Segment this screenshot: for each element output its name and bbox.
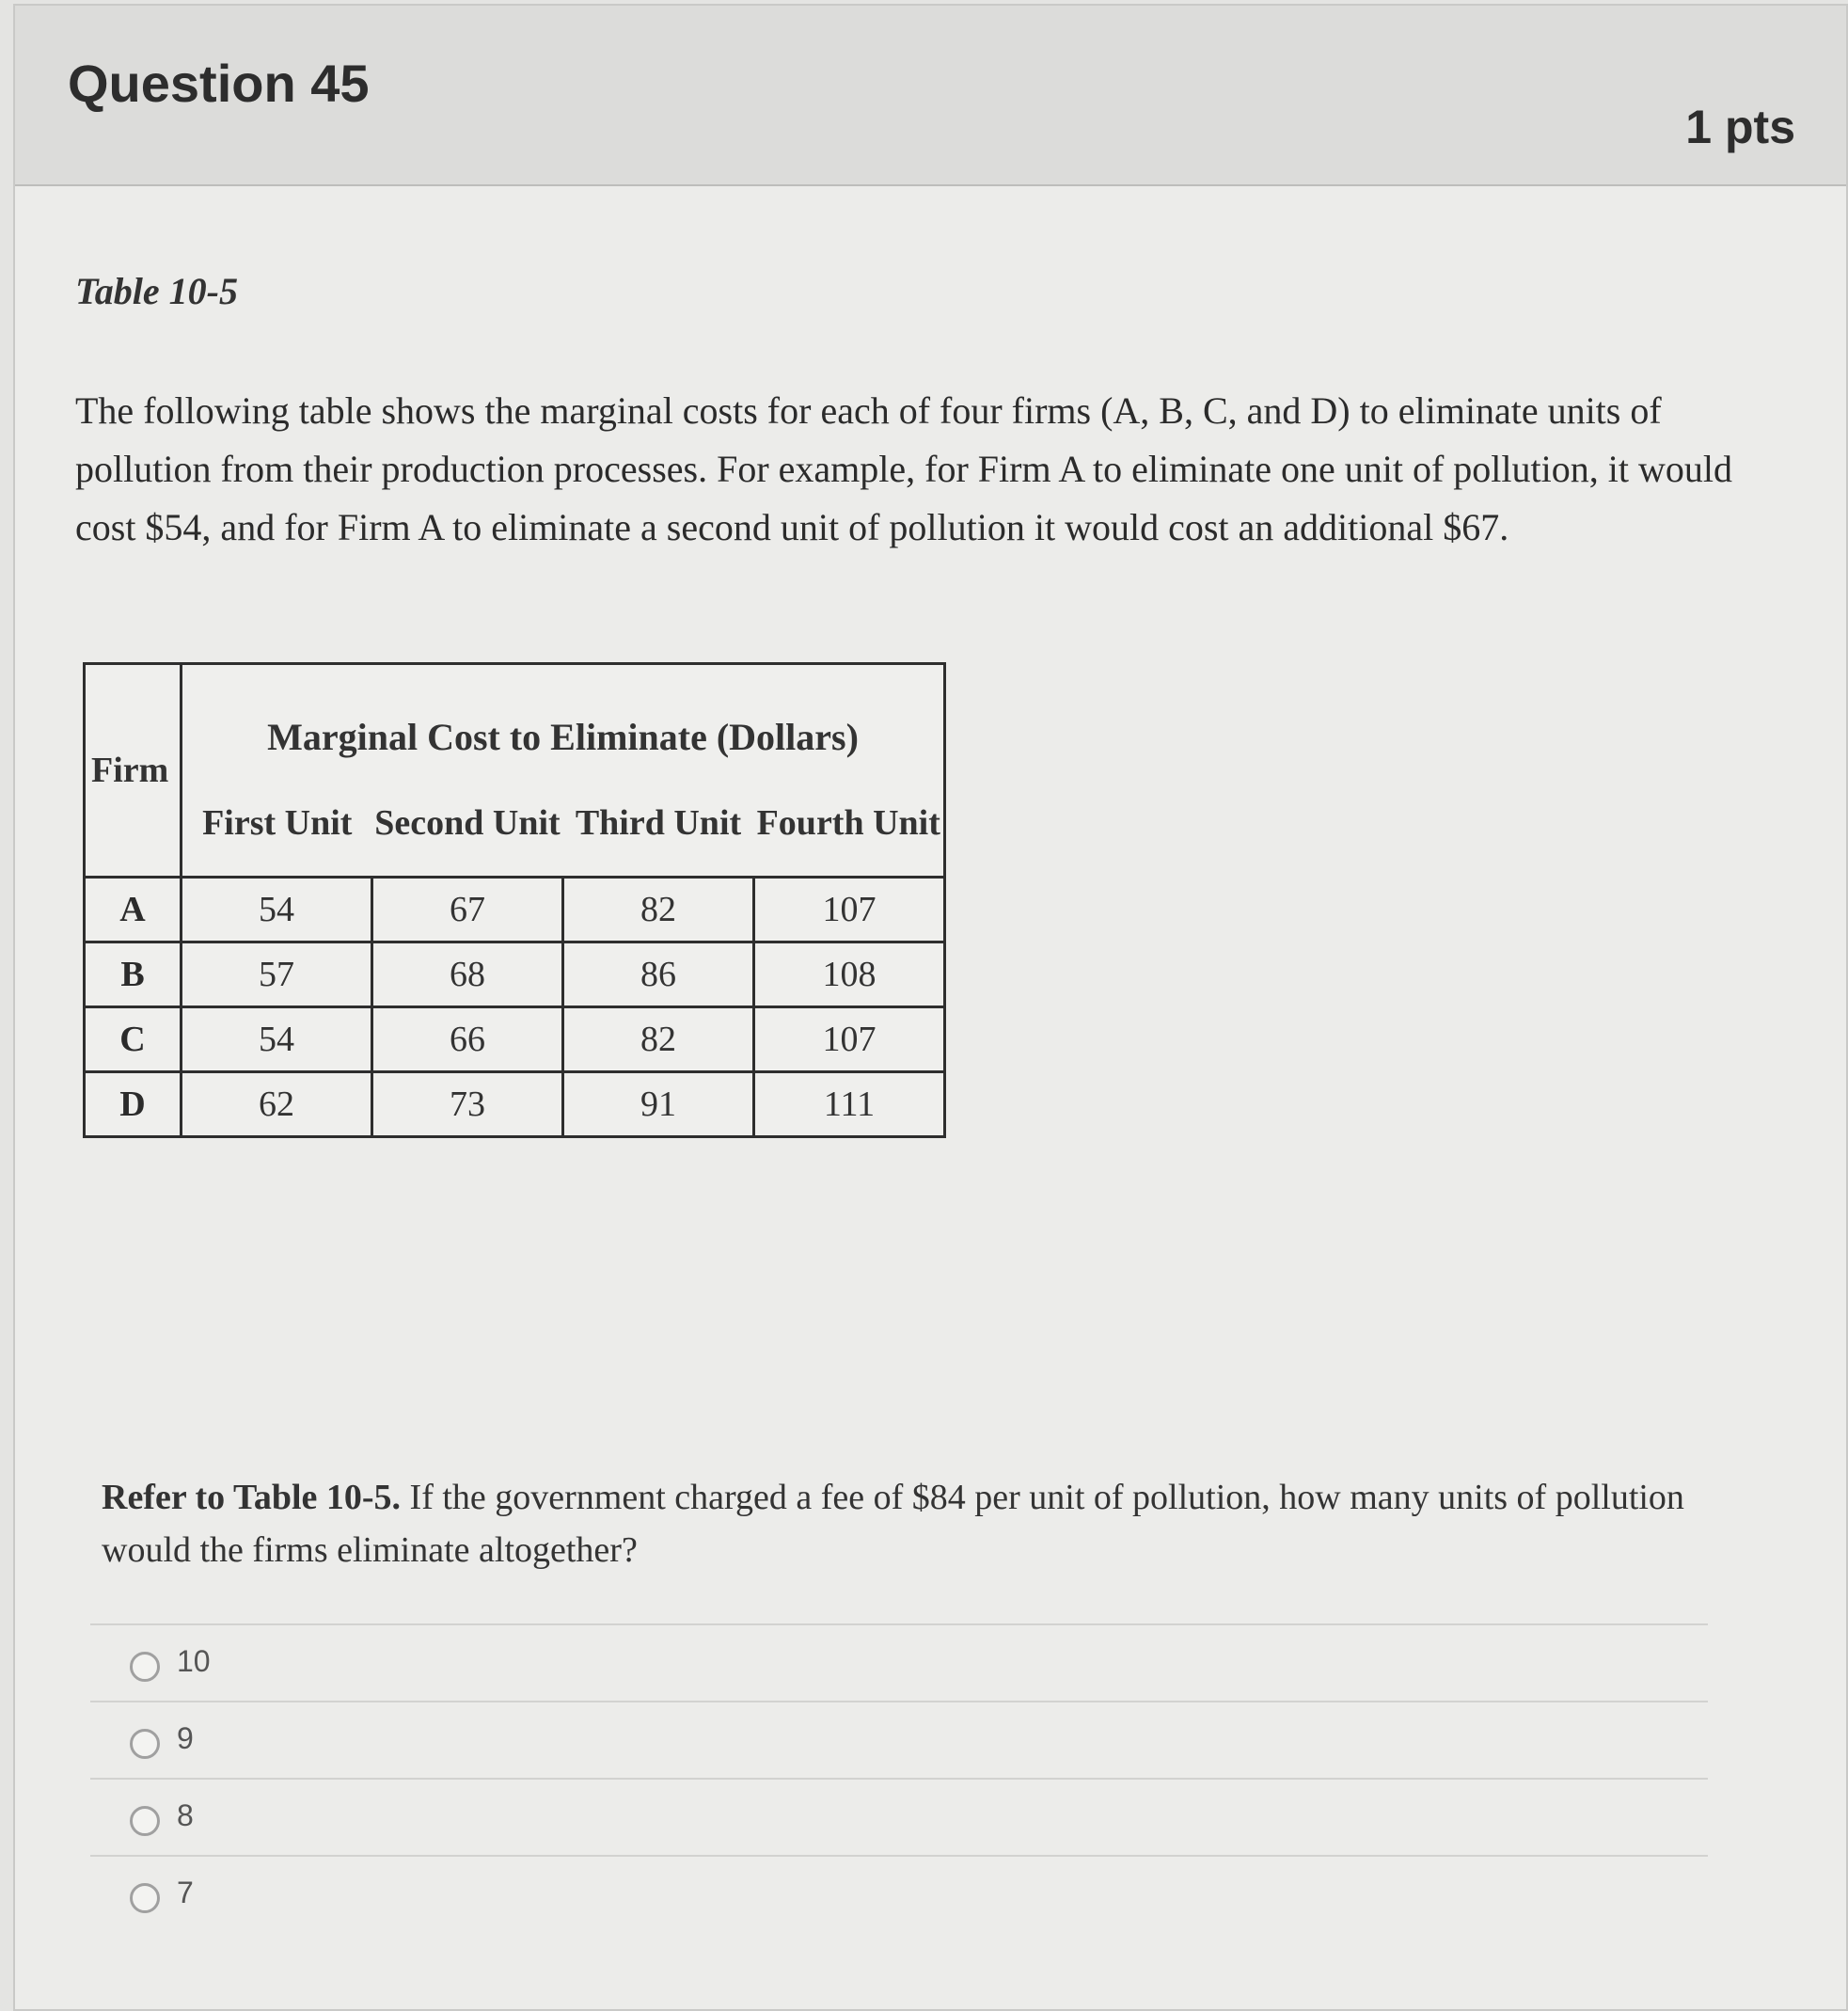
cost-cell: 107 [754,878,945,942]
table-row [85,1072,945,1137]
question-points: 1 pts [1685,101,1795,153]
cost-cell: 111 [754,1072,945,1137]
table-caption: Table 10-5 [75,270,238,312]
cost-cell: 54 [182,1007,372,1072]
firm-label: C [85,1007,182,1072]
question-prompt [102,1471,1738,1576]
column-header-third-unit: Third Unit [563,770,754,878]
radio-button[interactable] [130,1883,160,1913]
question-title: Question 45 [68,54,370,113]
question-header [15,6,1846,186]
radio-button[interactable] [130,1729,160,1759]
marginal-cost-table [83,662,946,1138]
firm-label: B [85,942,182,1007]
answer-option[interactable] [90,1778,1708,1855]
answer-list [90,1623,1708,1932]
table-row [85,942,945,1007]
cost-cell: 54 [182,878,372,942]
cost-cell: 82 [563,878,754,942]
cost-cell: 108 [754,942,945,1007]
answer-label[interactable]: 9 [177,1721,194,1755]
cost-cell: 82 [563,1007,754,1072]
table-reference: Refer to Table 10-5. [102,1478,402,1517]
prompt-text: If the government charged a fee of $84 per unit of pollution, how many units of pollution would the firms eliminate altogether? [102,1478,1684,1570]
marginal-cost-group-header: Marginal Cost to Eliminate (Dollars) [182,664,945,771]
cost-cell: 62 [182,1072,372,1137]
firm-label: A [85,878,182,942]
answer-option[interactable] [90,1623,1708,1701]
answer-label[interactable]: 7 [177,1876,194,1909]
table-row [85,878,945,942]
cost-cell: 91 [563,1072,754,1137]
cost-cell: 86 [563,942,754,1007]
cost-cell: 67 [372,878,563,942]
answer-label[interactable]: 10 [177,1644,211,1678]
column-header-first-unit: First Unit [182,770,372,878]
column-header-second-unit: Second Unit [372,770,563,878]
answer-option[interactable] [90,1701,1708,1778]
cost-cell: 107 [754,1007,945,1072]
firm-label: D [85,1072,182,1137]
cost-cell: 57 [182,942,372,1007]
cost-cell: 66 [372,1007,563,1072]
radio-button[interactable] [130,1652,160,1682]
column-header-fourth-unit: Fourth Unit [754,770,945,878]
radio-button[interactable] [130,1806,160,1836]
firm-column-header: Firm [85,664,182,878]
cost-cell: 73 [372,1072,563,1137]
answer-label[interactable]: 8 [177,1798,194,1832]
intro-text: The following table shows the marginal costs for each of four firms (A, B, C, and D) to eliminate units of pollution from their production processes. For example, for Firm A to eliminate one unit of pollution, it would cost $54, and for Firm A to eliminate a second unit of pollution it would cost an additional $67. [75,389,1732,548]
question-card [13,4,1848,2011]
answer-option[interactable] [90,1855,1708,1932]
cost-cell: 68 [372,942,563,1007]
table-row [85,1007,945,1072]
